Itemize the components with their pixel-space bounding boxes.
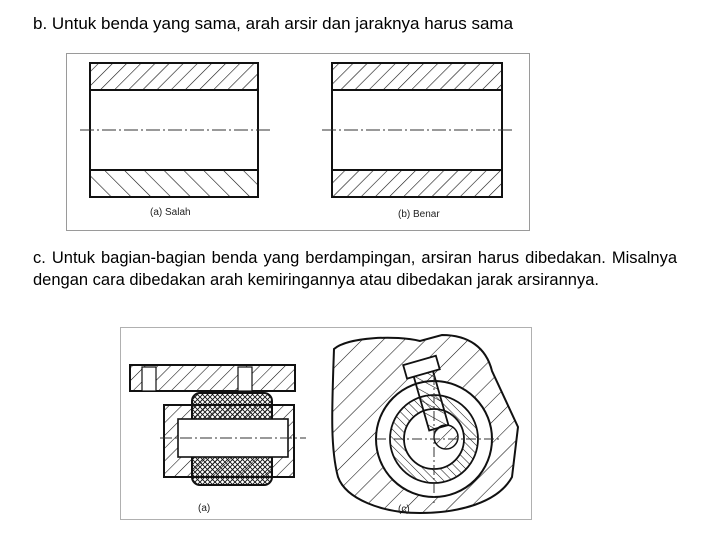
hatching-figure-adjacent-parts [120, 327, 532, 520]
caption-b: b. Untuk benda yang sama, arah arsir dan jaraknya harus sama [33, 14, 514, 33]
hatching-figure-same-object [66, 53, 530, 231]
section-wrong [80, 63, 270, 197]
label-wrong: (a) Salah [150, 207, 191, 218]
label-c: (c) [398, 504, 410, 515]
label-correct: (b) Benar [398, 209, 440, 220]
caption-c: c. Untuk bagian-bagian benda yang berdampingan, arsiran harus dibedakan. Misalnya dengan cara dibedakan arah kemiringannya atau dibedakan jarak arsirannya. [33, 249, 677, 289]
label-a: (a) [198, 503, 211, 514]
section-correct [322, 63, 514, 197]
